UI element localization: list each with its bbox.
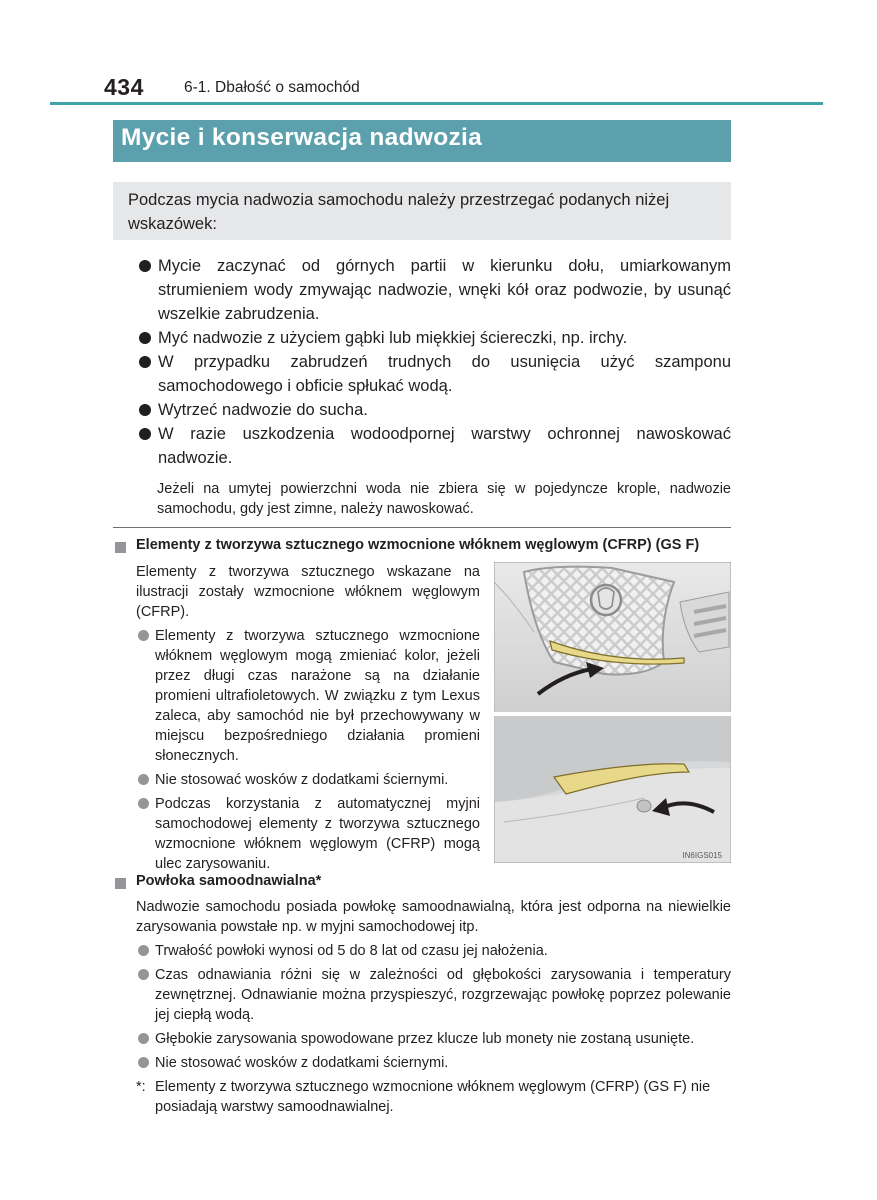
list-item: Podczas korzystania z automatycznej myjni samochodowej elementy z tworzywa sztucznego wzmocnione włóknem węglowym (CFRP) mogą ulec zarysowaniu. <box>136 794 480 874</box>
cfrp-illustration <box>494 562 731 863</box>
header-rule <box>50 102 823 105</box>
rear-spoiler-view <box>495 716 730 862</box>
bullet-icon <box>138 798 149 809</box>
page-number: 434 <box>104 74 144 100</box>
section-divider <box>113 527 731 528</box>
bullet-icon <box>139 428 151 440</box>
bullet-icon <box>139 260 151 272</box>
list-item: Mycie zaczynać od górnych partii w kierunku dołu, umiarkowanym strumieniem wody zmywając nadwozie, wnęki kół oraz podwozie, by usunąć wszelkie zabrudzenia. <box>139 254 731 326</box>
front-bumper-view <box>494 563 730 713</box>
footnote <box>136 1077 731 1117</box>
list-item: Nie stosować wosków z dodatkami ściernymi. <box>136 770 480 790</box>
list-item: Głębokie zarysowania spowodowane przez klucze lub monety nie zostaną usunięte. <box>136 1029 731 1049</box>
bullet-icon <box>138 774 149 785</box>
coating-section-title: Powłoka samoodnawialna* <box>136 873 322 889</box>
list-item: W razie uszkodzenia wodoodpornej warstwy ochronnej nawoskować nadwozie. <box>139 422 731 470</box>
bullet-icon <box>138 945 149 956</box>
coating-section-body <box>136 897 731 1117</box>
bullet-icon <box>138 1057 149 1068</box>
page-title: Mycie i konserwacja nadwozia <box>121 124 483 151</box>
bullet-icon <box>138 969 149 980</box>
cfrp-intro: Elementy z tworzywa sztucznego wskazane na ilustracji zostały wzmocnione włóknem węglowym (CFRP). <box>136 564 480 620</box>
section-square-icon <box>115 878 126 889</box>
list-item: Nie stosować wosków z dodatkami ściernymi. <box>136 1053 731 1073</box>
bullet-icon <box>138 630 149 641</box>
bullet-icon <box>139 404 151 416</box>
intro-text: Podczas mycia nadwozia samochodu należy przestrzegać podanych niżej wskazówek: <box>128 191 670 233</box>
bullet-icon <box>138 1033 149 1044</box>
section-reference: 6-1. Dbałość o samochód <box>184 79 360 96</box>
list-item: Elementy z tworzywa sztucznego wzmocnione włóknem węglowym mogą zmieniać kolor, jeżeli przez długi czas narażone są na działanie promieni ultrafioletowych. W związku z tym Lexus zaleca, aby samochód nie był przechowywany w miejscu bezpośredniego działania promieni słonecznych. <box>136 626 480 766</box>
image-code: IN6IGS015 <box>682 851 722 860</box>
list-item: W przypadku zabrudzeń trudnych do usunięcia użyć szamponu samochodowego i obficie spłukać wodą. <box>139 350 731 398</box>
coating-intro: Nadwozie samochodu posiada powłokę samoodnawialną, która jest odporna na niewielkie zarysowania powstałe np. w myjni samochodowej itp. <box>136 899 731 935</box>
list-item: Wytrzeć nadwozie do sucha. <box>139 398 731 422</box>
bullet-icon <box>139 332 151 344</box>
list-item: Trwałość powłoki wynosi od 5 do 8 lat od czasu jej nałożenia. <box>136 941 731 961</box>
footnote-mark: *: <box>136 1079 146 1095</box>
list-item: Myć nadwozie z użyciem gąbki lub miękkiej ściereczki, np. irchy. <box>139 326 731 350</box>
waxing-note: Jeżeli na umytej powierzchni woda nie zbiera się w pojedyncze krople, nadwozie samochodu, gdy jest zimne, należy nawoskować. <box>157 481 731 517</box>
footnote-text: Elementy z tworzywa sztucznego wzmocnione włóknem węglowym (CFRP) (GS F) nie posiadają warstwy samoodnawialnej. <box>155 1079 711 1115</box>
section-square-icon <box>115 542 126 553</box>
cfrp-section-body <box>136 562 480 874</box>
cfrp-section-title: Elementy z tworzywa sztucznego wzmocnione włóknem węglowym (CFRP) (GS F) <box>136 537 700 553</box>
bullet-icon <box>139 356 151 368</box>
main-bullet-list <box>139 254 731 470</box>
list-item: Czas odnawiania różni się w zależności od głębokości zarysowania i temperatury zewnętrznej. Odnawianie można przyspieszyć, rozgrzewając powłokę poprzez polewanie jej ciepłą wodą. <box>136 965 731 1025</box>
